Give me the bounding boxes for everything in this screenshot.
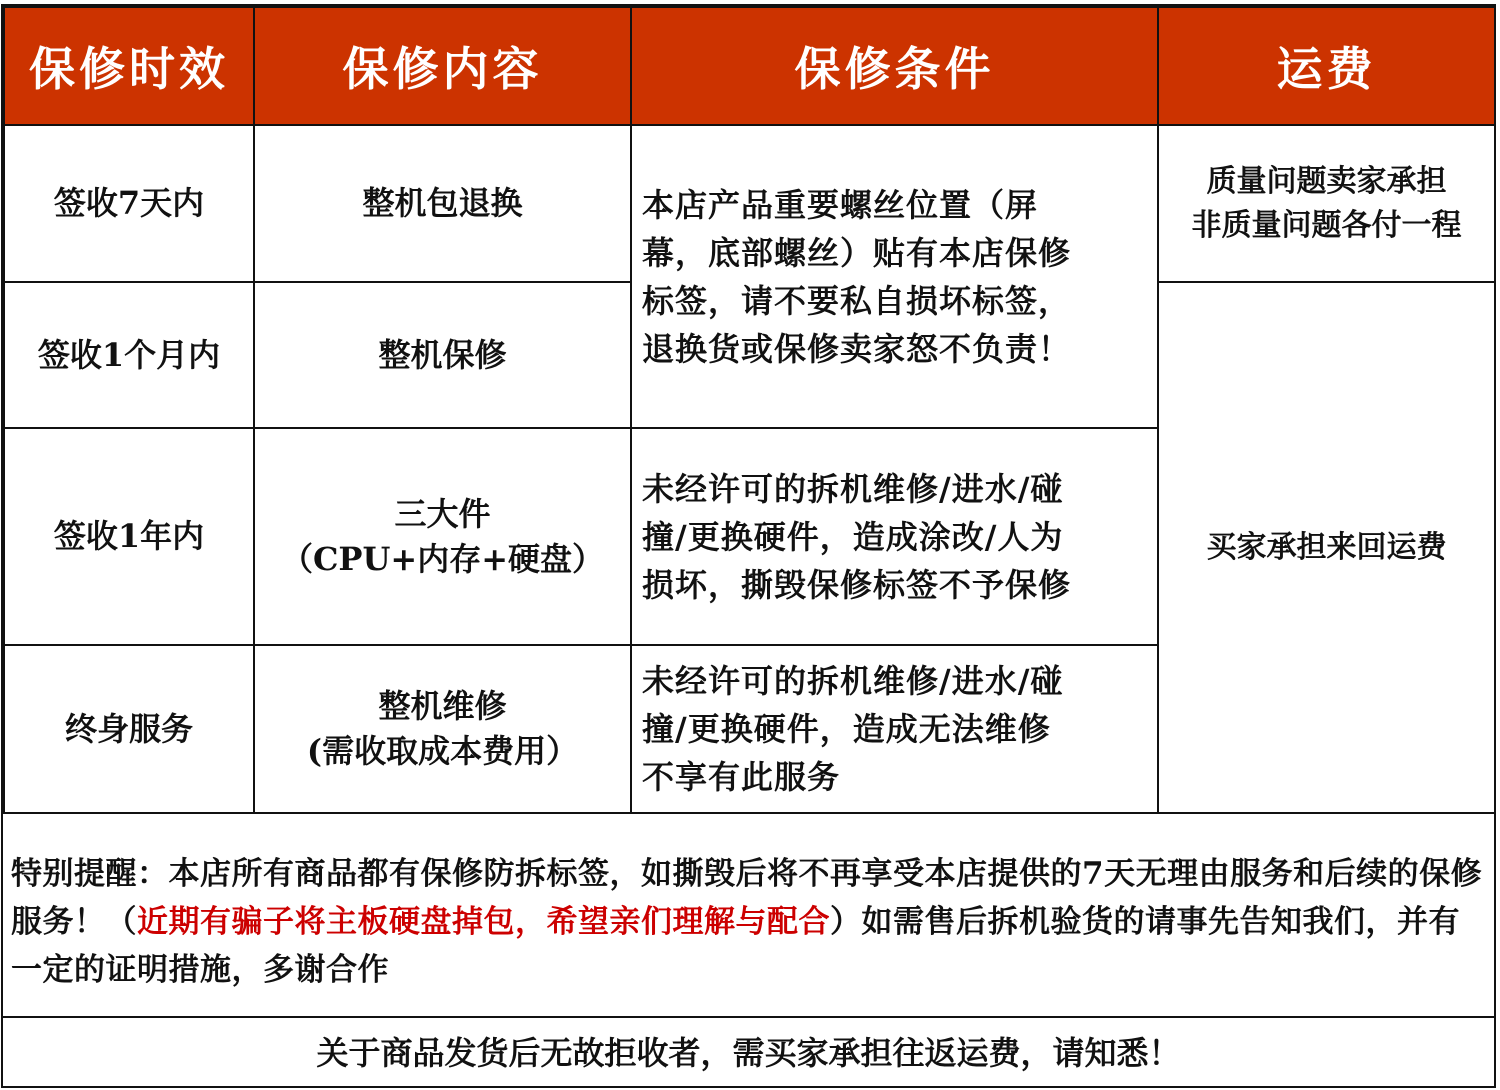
notice-warning-text: 近期有骗子将主板硬盘掉包，希望亲们理解与配合 [137, 904, 830, 940]
content-line: 三大件 [394, 494, 491, 533]
content-cell [254, 428, 631, 645]
header-conditions: 保修条件 [631, 7, 1158, 125]
conditions-cell [631, 125, 1158, 428]
table-row [4, 125, 1495, 282]
header-shipping: 运费 [1158, 7, 1495, 125]
condition-line: 本店产品重要螺丝位置（屏 [642, 185, 1039, 224]
notice-text: 特别提醒：本店所有商品都有保修防拆标签，如撕毁后将不再享受本店提供的7天无理由服务和后续的保修服务！（ [11, 856, 1483, 940]
condition-line: 损坏，撕毁保修标签不予保修 [642, 565, 1072, 604]
warranty-table [3, 6, 1496, 814]
shipping-cell [1158, 125, 1495, 282]
header-period: 保修时效 [4, 7, 254, 125]
condition-line: 退换货或保修卖家怒不负责！ [642, 329, 1072, 368]
condition-line: 不享有此服务 [642, 758, 841, 796]
shipping-line: 质量问题卖家承担 [1206, 164, 1447, 199]
shipping-cell: 买家承担来回运费 [1158, 282, 1495, 813]
content-line: （CPU+内存+硬盘） [280, 539, 605, 578]
period-cell: 终身服务 [4, 645, 254, 813]
condition-line: 幕，底部螺丝）贴有本店保修 [642, 233, 1072, 272]
condition-line: 撞/更换硬件，造成无法维修 [642, 710, 1051, 748]
shipping-line: 非质量问题各付一程 [1191, 207, 1462, 243]
warranty-policy-sheet [1, 4, 1496, 1088]
condition-line: 撞/更换硬件，造成涂改/人为 [642, 517, 1064, 556]
period-cell: 签收1个月内 [4, 282, 254, 428]
header-content: 保修内容 [254, 7, 631, 125]
condition-line: 未经许可的拆机维修/进水/碰 [642, 662, 1064, 700]
special-notice [3, 812, 1494, 1022]
conditions-cell [631, 645, 1158, 813]
notice-text: ）如需售后拆机验货的请事先告知我们，并有一定的证明措施，多谢合作 [11, 904, 1460, 988]
period-cell: 签收1年内 [4, 428, 254, 645]
header-row [4, 7, 1495, 125]
condition-line: 标签，请不要私自损坏标签， [642, 281, 1072, 320]
content-cell: 整机包退换 [254, 125, 631, 282]
content-line: 整机维修 [378, 687, 507, 726]
content-cell [254, 645, 631, 813]
conditions-cell [631, 428, 1158, 645]
content-line: (需收取成本费用） [306, 732, 579, 770]
condition-line: 未经许可的拆机维修/进水/碰 [642, 469, 1064, 508]
content-cell: 整机保修 [254, 282, 631, 428]
period-cell: 签收7天内 [4, 125, 254, 282]
footer-notice: 关于商品发货后无故拒收者，需买家承担往返运费，请知悉！ [3, 1016, 1494, 1086]
